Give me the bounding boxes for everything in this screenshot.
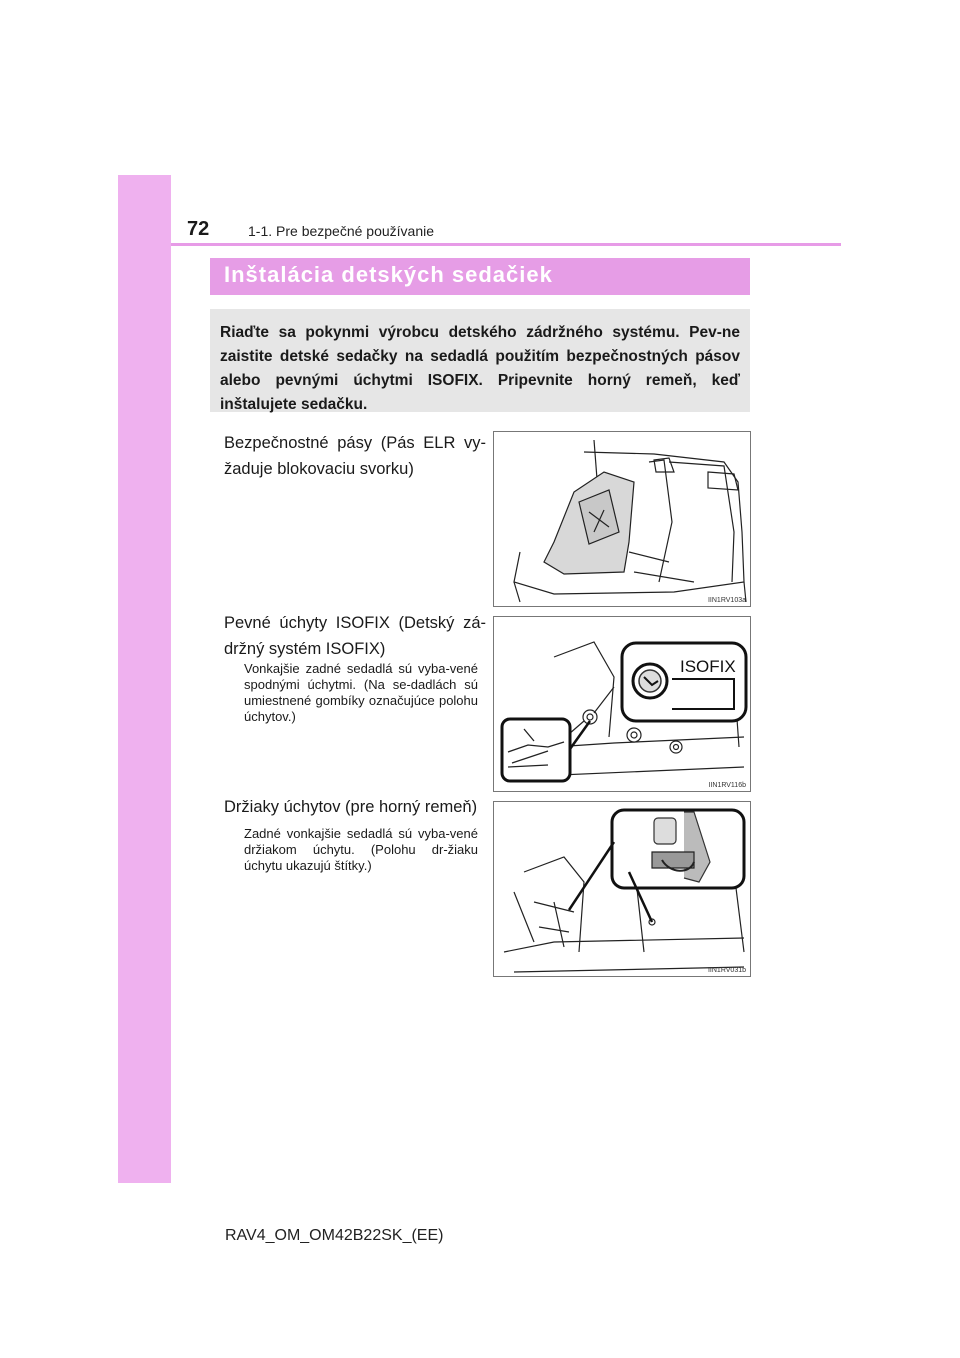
figure-code: IIN1RV031b: [707, 967, 746, 974]
section-title-bar: [210, 258, 750, 295]
chapter-title: 1-1. Pre bezpečné používanie: [248, 223, 435, 239]
child-seat-belt-illustration: [494, 432, 750, 606]
chapter-sidebar-tab: [118, 175, 171, 1183]
figure-isofix-anchors: [493, 616, 751, 792]
figure-seatbelt-child-seat: [493, 431, 751, 607]
page-number: 72: [187, 218, 210, 240]
isofix-callout-label: ISOFIX: [680, 657, 736, 676]
intro-text: Riaďte sa pokynmi výrobcu detského zádržného systému. Pev-ne zaistite detské sedačky na sedadlá použitím bezpečnostných pásov alebo pevnými úchytmi ISOFIX. Pripevnite horný remeň, keď inštalujete sedačku.: [220, 324, 740, 413]
isofix-anchors-illustration: [494, 617, 750, 791]
intro-box: [210, 309, 750, 412]
section-title: Inštalácia detských sedačiek: [224, 262, 553, 287]
figure-code: IIN1RV103a: [707, 597, 746, 604]
item-heading-tether-brackets: Držiaky úchytov (pre horný remeň): [224, 798, 478, 816]
document-code: RAV4_OM_OM42B22SK_(EE): [225, 1227, 444, 1244]
figure-code: IIN1RV116b: [708, 782, 746, 789]
figure-top-tether-bracket: [493, 801, 751, 977]
item-note-tether-brackets: Zadné vonkajšie sedadlá sú vyba-vené držiakom úchytu. (Polohu dr-žiaku úchytu ukazujú štítky.): [244, 826, 478, 873]
item-note-isofix: Vonkajšie zadné sedadlá sú vyba-vené spodnými úchytmi. (Na se-dadlách sú umiestnené gombíky označujúce polohu úchytov.): [244, 661, 478, 724]
item-heading-isofix: Pevné úchyty ISOFIX (Detský zá-držný systém ISOFIX): [224, 614, 486, 658]
header-divider: [171, 243, 841, 246]
item-heading-seatbelts: Bezpečnostné pásy (Pás ELR vy-žaduje blokovaciu svorku): [224, 434, 486, 478]
tether-label-sticker: [654, 818, 676, 844]
top-tether-bracket-illustration: [494, 802, 750, 976]
